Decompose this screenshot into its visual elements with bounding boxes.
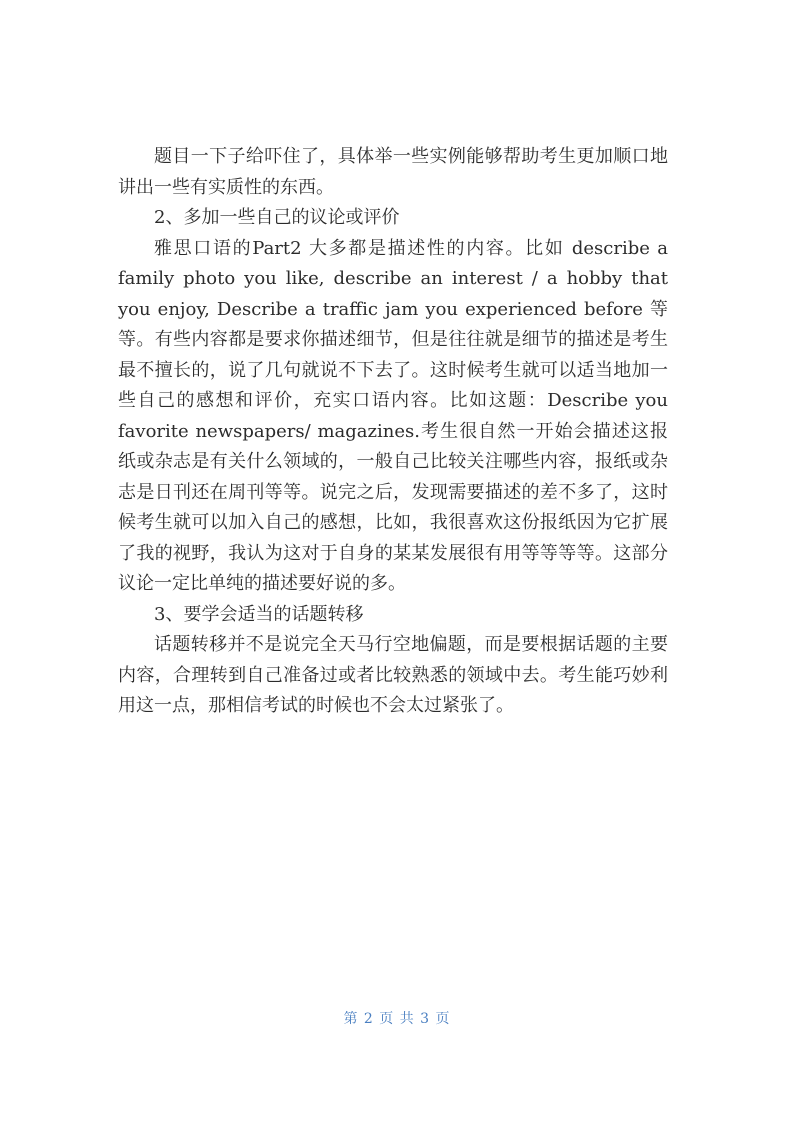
section-heading-2: 2、多加一些自己的议论或评价: [154, 207, 400, 228]
document-body: [118, 142, 668, 722]
section-heading-3: 3、要学会适当的话题转移: [154, 603, 364, 625]
page-number-footer: 第 2 页 共 3 页: [343, 1011, 451, 1027]
paragraph-part2-description: 雅思口语的Part2 大多都是描述性的内容。比如 describe a family photo you like, describe an interest / a hobby that you enjoy, Describe a traffic jam you experienced before 等等。有些内容都是要求你描述细节，但是往往就是细节的描述是考生最不擅长的，说了几句就说不下去了。这时候考生就可以适当地加一些自己的感想和评价，充实口语内容。比如这题：Describe you favorite newspapers/ magazines.考生很自然一开始会描述这报纸或杂志是有关什么领域的，一般自己比较关注哪些内容，报纸或杂志是日刊还在周刊等等。说完之后，发现需要描述的差不多了，这时候考生就可以加入自己的感想，比如，我很喜欢这份报纸因为它扩展了我的视野，我认为这对于自身的某某发展很有用等等等等。这部分议论一定比单纯的描述要好说的多。: [118, 237, 668, 594]
paragraph-continuation: 题目一下子给吓住了，具体举一些实例能够帮助考生更加顺口地讲出一些有实质性的东西。: [118, 146, 668, 198]
paragraph-topic-shift: 话题转移并不是说完全天马行空地偏题，而是要根据话题的主要内容，合理转到自己准备过或者比较熟悉的领域中去。考生能巧妙利用这一点，那相信考试的时候也不会太过紧张了。: [118, 634, 668, 716]
